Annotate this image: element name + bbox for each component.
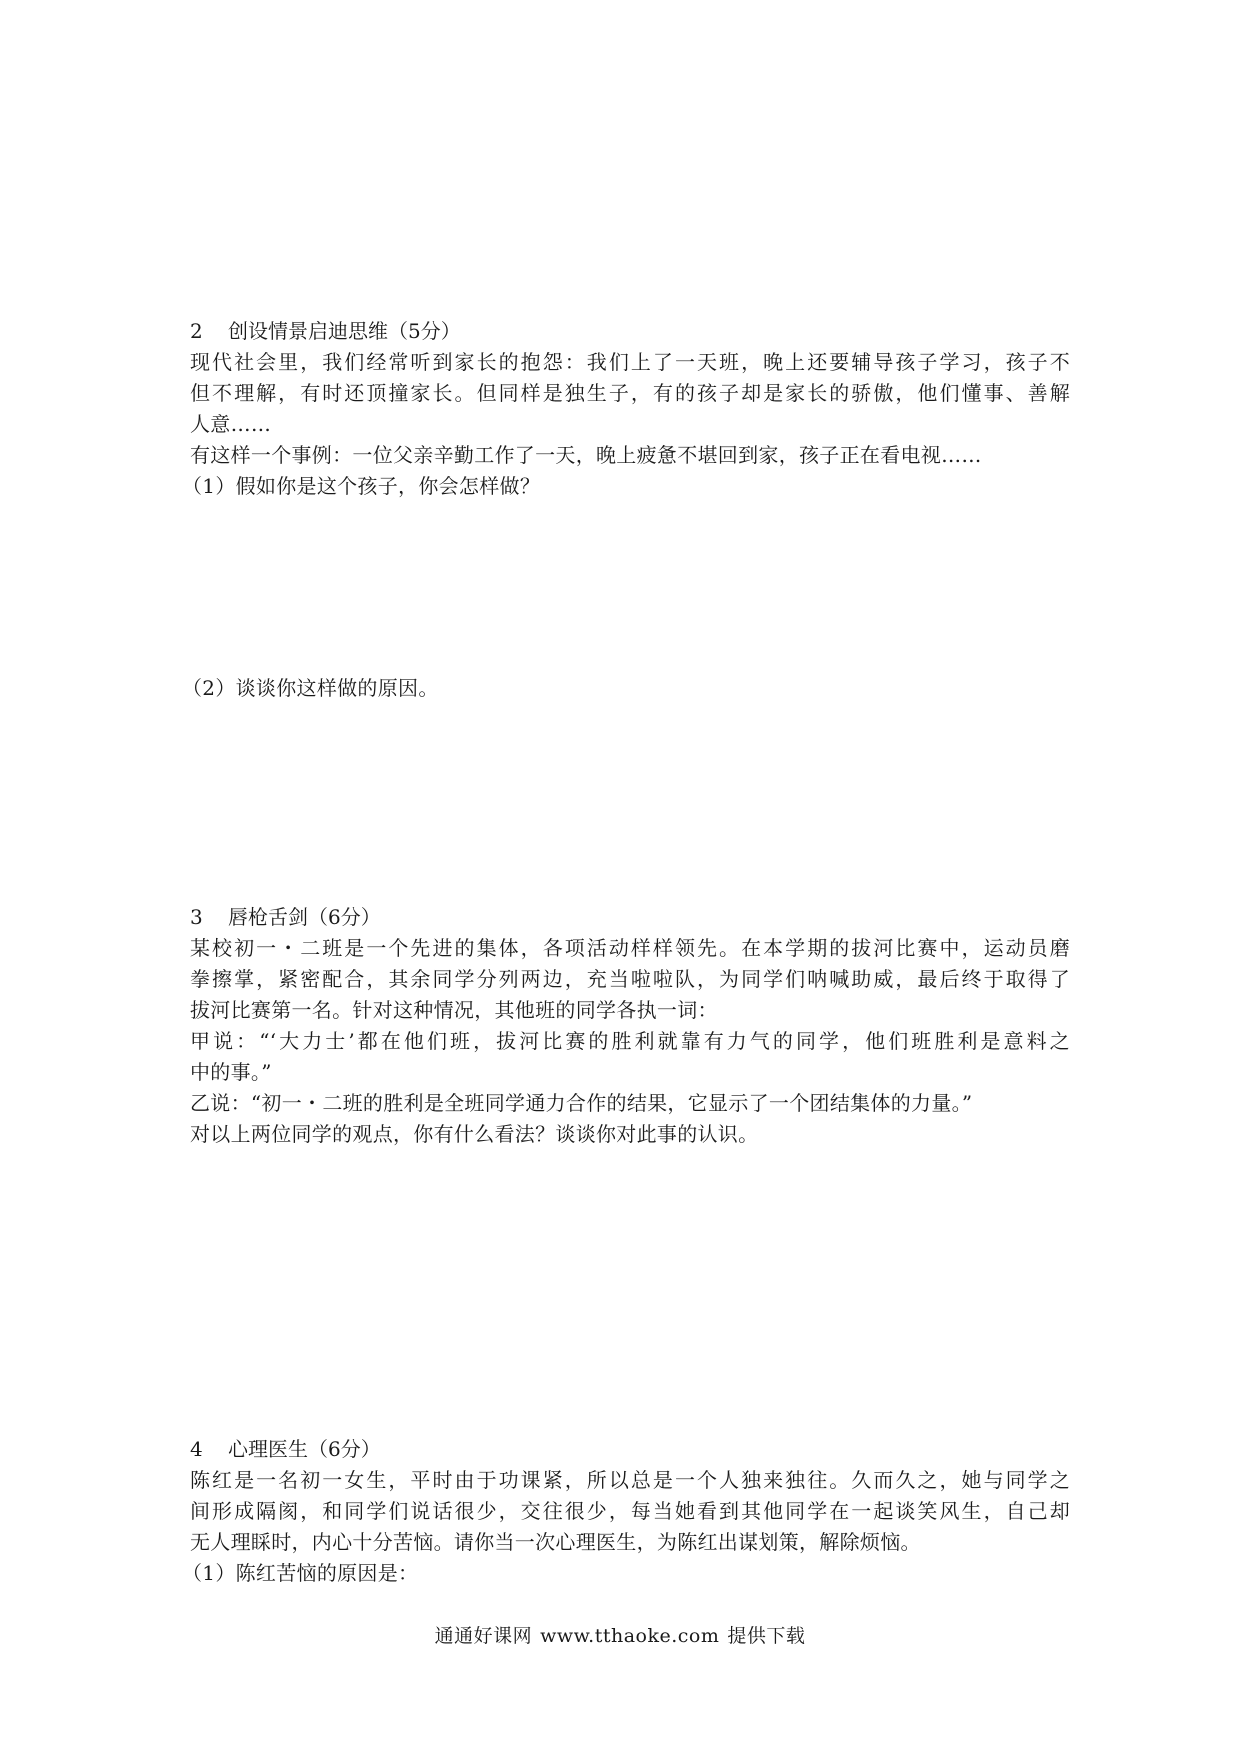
question-number: 3 [190, 905, 203, 929]
paragraph-line: 某校初一・二班是一个先进的集体，各项活动样样领先。在本学期的拔河比赛中，运动员磨 [190, 936, 1070, 960]
paragraph-line: 无人理睬时，内心十分苦恼。请你当一次心理医生，为陈红出谋划策，解除烦恼。 [190, 1530, 921, 1554]
paragraph-line: 有这样一个事例：一位父亲辛勤工作了一天，晚上疲惫不堪回到家，孩子正在看电视…… [190, 443, 982, 467]
paragraph-line: 甲说：“‘大力士’都在他们班，拔河比赛的胜利就靠有力气的同学，他们班胜利是意料之 [190, 1029, 1070, 1053]
question-3-section [190, 902, 1070, 1150]
paragraph-line: 现代社会里，我们经常听到家长的抱怨：我们上了一天班，晚上还要辅导孩子学习，孩子不 [190, 350, 1070, 374]
paragraph-line: 陈红是一名初一女生，平时由于功课紧，所以总是一个人独来独往。久而久之，她与同学之 [190, 1468, 1070, 1492]
paragraph-line: 拔河比赛第一名。针对这种情况，其他班的同学各执一词： [190, 998, 718, 1022]
sub-question-2: （2）谈谈你这样做的原因。 [182, 676, 439, 700]
question-4-heading [190, 1434, 1070, 1465]
question-title: 心理医生（6分） [228, 1437, 381, 1461]
paragraph-line: 中的事。” [190, 1060, 272, 1084]
question-4-section [182, 1434, 1070, 1589]
question-2-part-2 [182, 673, 1070, 704]
paragraph-line: 对以上两位同学的观点，你有什么看法？谈谈你对此事的认识。 [190, 1122, 759, 1146]
paragraph-line: 但不理解，有时还顶撞家长。但同样是独生子，有的孩子却是家长的骄傲，他们懂事、善解 [190, 381, 1070, 405]
footer-suffix: 提供下载 [727, 1625, 806, 1647]
paragraph-line: 乙说：“初一・二班的胜利是全班同学通力合作的结果，它显示了一个团结集体的力量。” [190, 1091, 973, 1115]
question-2-section [182, 316, 1070, 502]
question-number: 2 [190, 319, 203, 343]
page-footer [0, 1622, 1240, 1650]
sub-question-1: （1）假如你是这个孩子，你会怎样做？ [182, 474, 541, 498]
question-title: 唇枪舌剑（6分） [228, 905, 381, 929]
paragraph-line: 人意…… [190, 412, 272, 436]
paragraph-line: 间形成隔阂，和同学们说话很少，交往很少，每当她看到其他同学在一起谈笑风生，自己却 [190, 1499, 1070, 1523]
sub-question-1: （1）陈红苦恼的原因是： [182, 1561, 419, 1585]
question-3-heading [190, 902, 1070, 933]
question-title: 创设情景启迪思维（5分） [228, 319, 461, 343]
question-number: 4 [190, 1437, 203, 1461]
question-2-heading [190, 316, 1070, 347]
paragraph-line: 拳擦掌，紧密配合，其余同学分列两边，充当啦啦队，为同学们呐喊助威，最后终于取得了 [190, 967, 1070, 991]
footer-url-link[interactable]: www.tthaoke.com [540, 1625, 720, 1647]
footer-site-name: 通通好课网 [434, 1625, 533, 1647]
